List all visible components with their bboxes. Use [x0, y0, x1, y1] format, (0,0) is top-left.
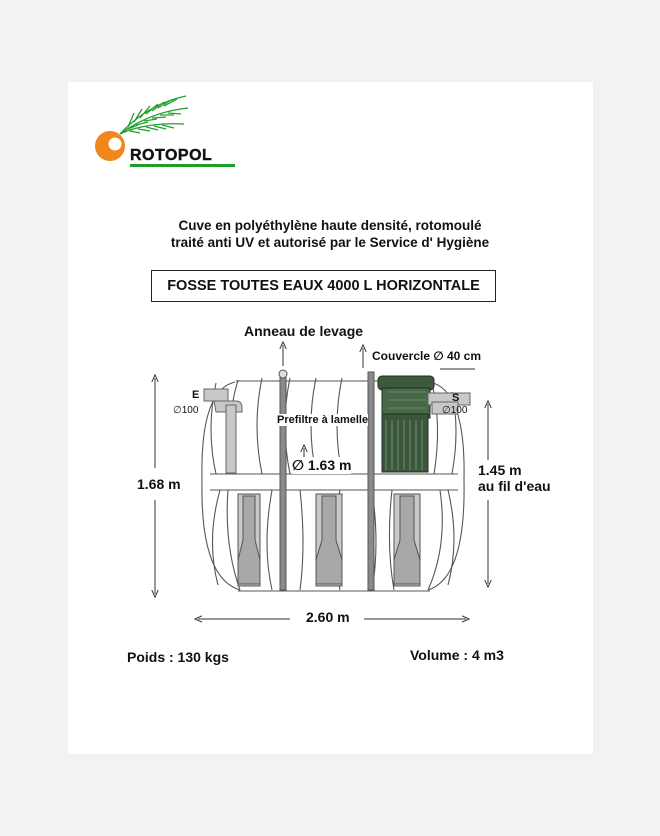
settling-pod-2	[316, 494, 342, 586]
inlet-pipe	[204, 389, 242, 473]
settling-pod-3	[394, 494, 420, 586]
weight-label: Poids : 130 kgs	[127, 649, 229, 665]
settling-pod-1	[238, 494, 260, 586]
prefilter-block	[378, 376, 434, 472]
page-title: FOSSE TOUTES EAUX 4000 L HORIZONTALE	[151, 270, 496, 302]
description-line-1: Cuve en polyéthylène haute densité, rotomoulé	[178, 218, 482, 233]
height-label: 1.68 m	[137, 476, 181, 492]
water-level-height-label: 1.45 m	[478, 462, 522, 478]
outlet-label: S	[452, 392, 460, 404]
brand-name: ROTOPOL	[130, 147, 213, 164]
lifting-ring-label: Anneau de levage	[244, 323, 364, 339]
prefilter-label: Prefiltre à lamelle	[277, 414, 369, 426]
inlet-diameter-label: ∅100	[173, 405, 199, 416]
cover-label: Couvercle ∅ 40 cm	[372, 349, 481, 363]
inlet-label: E	[192, 389, 200, 401]
description-line-2: traité anti UV et autorisé par le Service d' Hygiène	[170, 235, 490, 250]
tank-diameter-label: ∅ 1.63 m	[292, 457, 352, 473]
lifting-rod	[279, 370, 287, 590]
length-label: 2.60 m	[306, 609, 350, 625]
outlet-diameter-label: ∅100	[442, 405, 468, 416]
water-level-caption: au fil d'eau	[478, 478, 551, 494]
volume-label: Volume : 4 m3	[410, 647, 504, 663]
cover-rod	[368, 372, 374, 590]
